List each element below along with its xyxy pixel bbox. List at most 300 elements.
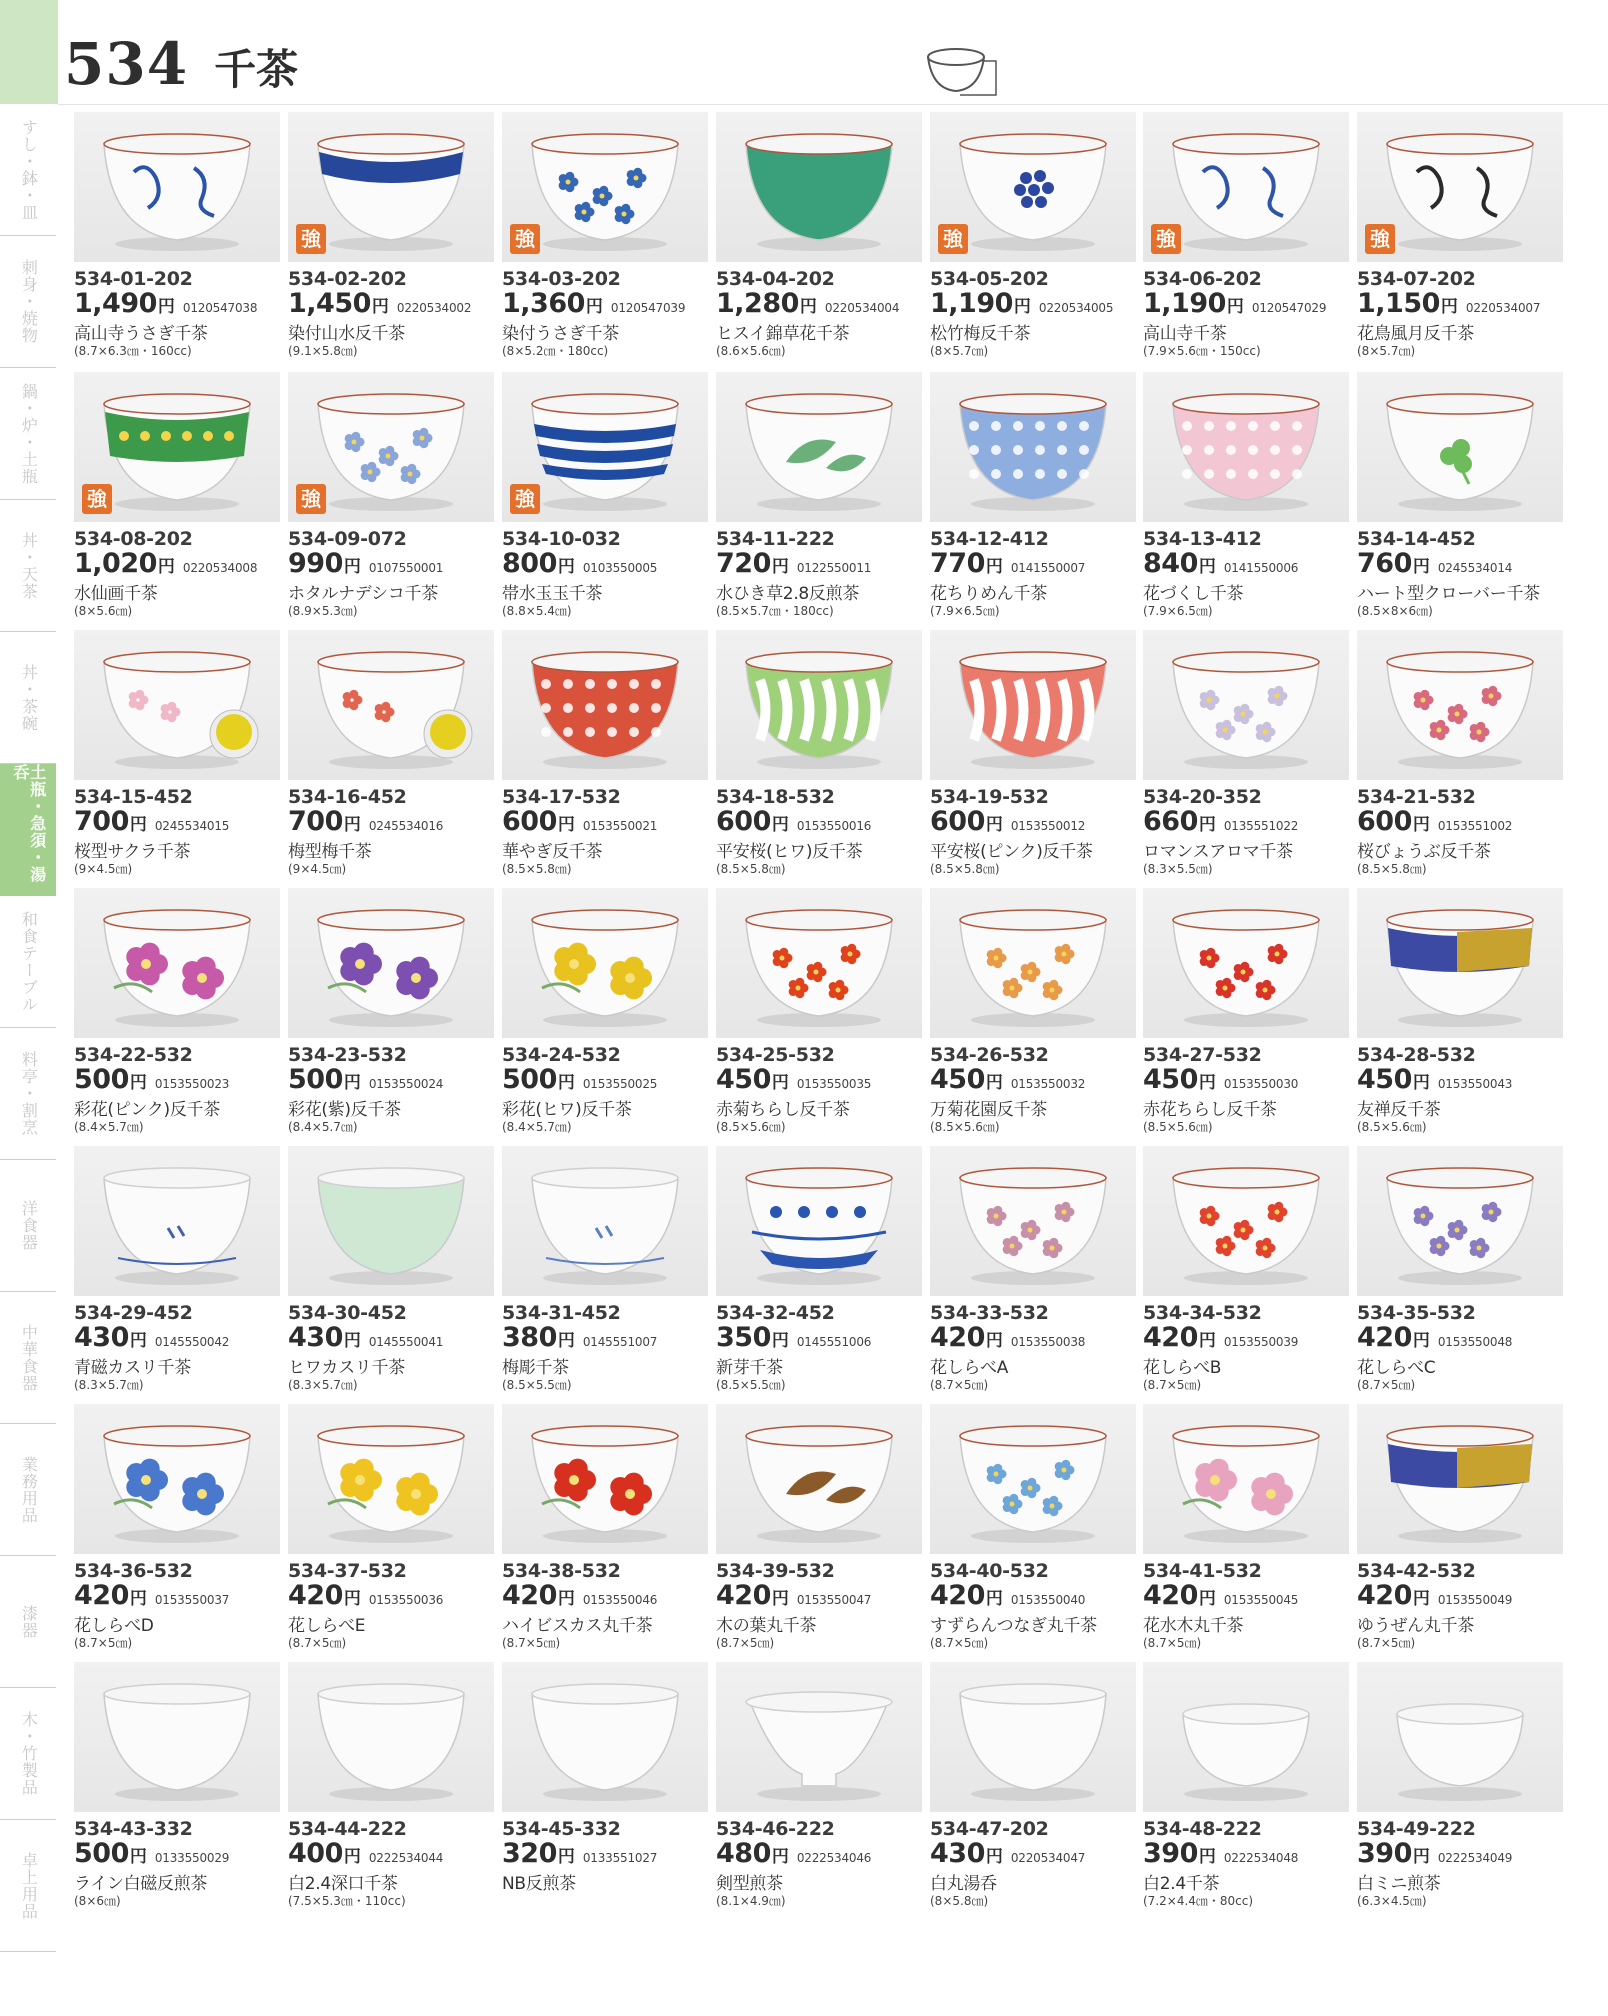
strong-badge: 強 bbox=[1365, 224, 1395, 254]
product-jan-code: 0153550043 bbox=[1437, 1077, 1513, 1091]
product-size: (8.7×5㎝) bbox=[502, 1636, 561, 1650]
product-card[interactable] bbox=[288, 1662, 494, 1912]
product-size: (8.7×6.3㎝・160cc) bbox=[74, 344, 192, 358]
product-jan-code: 0153550040 bbox=[1010, 1593, 1086, 1607]
product-name: 木の葉丸千茶 bbox=[716, 1616, 817, 1636]
product-card[interactable] bbox=[288, 1404, 494, 1654]
product-card[interactable] bbox=[716, 888, 922, 1138]
product-card[interactable] bbox=[1143, 888, 1349, 1138]
product-name: ロマンスアロマ千茶 bbox=[1143, 842, 1293, 862]
product-photo bbox=[502, 1404, 708, 1554]
product-size: (8.5×5.8㎝) bbox=[930, 862, 1000, 876]
product-photo bbox=[74, 112, 280, 262]
product-card[interactable] bbox=[1143, 372, 1349, 622]
product-jan-code: 0120547039 bbox=[610, 301, 686, 315]
product-price: 600 bbox=[930, 806, 985, 837]
teacup-illustration bbox=[1357, 630, 1563, 780]
product-card[interactable] bbox=[930, 372, 1136, 622]
sidebar-item-label: 刺身・焼物 bbox=[19, 259, 39, 344]
yen-unit: 円 bbox=[1013, 297, 1031, 317]
product-card[interactable] bbox=[288, 1146, 494, 1396]
price-row bbox=[1357, 806, 1512, 837]
product-photo bbox=[74, 630, 280, 780]
product-card[interactable] bbox=[74, 1404, 280, 1654]
product-jan-code: 0120547029 bbox=[1251, 301, 1327, 315]
price-row bbox=[502, 1838, 657, 1869]
product-price: 420 bbox=[930, 1580, 985, 1611]
product-photo bbox=[502, 1146, 708, 1296]
product-code: 534-22-532 bbox=[74, 1044, 193, 1066]
teacup-illustration bbox=[74, 1662, 280, 1812]
yen-unit: 円 bbox=[771, 1589, 789, 1609]
product-photo bbox=[930, 888, 1136, 1038]
product-size: (8.6×5.6㎝) bbox=[716, 344, 786, 358]
product-jan-code: 0103550005 bbox=[582, 561, 658, 575]
product-size: (8.7×5㎝) bbox=[74, 1636, 133, 1650]
product-name: 彩花(ヒワ)反千茶 bbox=[502, 1100, 632, 1120]
teacup-illustration bbox=[716, 888, 922, 1038]
product-photo bbox=[288, 888, 494, 1038]
product-code: 534-11-222 bbox=[716, 528, 835, 550]
product-card[interactable] bbox=[1357, 1146, 1563, 1396]
product-photo bbox=[716, 888, 922, 1038]
product-card[interactable] bbox=[288, 888, 494, 1138]
product-photo bbox=[1357, 1404, 1563, 1554]
yen-unit: 円 bbox=[1226, 297, 1244, 317]
product-card[interactable] bbox=[1143, 1404, 1349, 1654]
yen-unit: 円 bbox=[129, 1073, 147, 1093]
product-card[interactable] bbox=[502, 112, 708, 362]
product-price: 450 bbox=[1143, 1064, 1198, 1095]
product-photo bbox=[502, 1662, 708, 1812]
product-size: (8.7×5㎝) bbox=[930, 1636, 989, 1650]
sidebar-item-label: 漆器 bbox=[19, 1604, 39, 1639]
product-name: 梅彫千茶 bbox=[502, 1358, 569, 1378]
teacup-illustration bbox=[716, 112, 922, 262]
product-price: 660 bbox=[1143, 806, 1198, 837]
yen-unit: 円 bbox=[343, 1589, 361, 1609]
yen-unit: 円 bbox=[129, 815, 147, 835]
product-jan-code: 0153550030 bbox=[1223, 1077, 1299, 1091]
product-jan-code: 0220534004 bbox=[824, 301, 900, 315]
yen-unit: 円 bbox=[1198, 1589, 1216, 1609]
product-photo bbox=[502, 372, 708, 522]
yen-unit: 円 bbox=[343, 815, 361, 835]
product-card[interactable] bbox=[502, 1404, 708, 1654]
product-card[interactable] bbox=[74, 630, 280, 880]
product-card[interactable] bbox=[1357, 630, 1563, 880]
product-name: 白丸湯呑 bbox=[930, 1874, 997, 1894]
product-size: (9.1×5.8㎝) bbox=[288, 344, 358, 358]
teacup-illustration bbox=[930, 630, 1136, 780]
product-name: 高山寺千茶 bbox=[1143, 324, 1227, 344]
product-name: 友禅反千茶 bbox=[1357, 1100, 1441, 1120]
page-number: 534 bbox=[64, 30, 189, 98]
product-jan-code: 0133550029 bbox=[154, 1851, 230, 1865]
teacup-illustration bbox=[1357, 1146, 1563, 1296]
product-jan-code: 0145551006 bbox=[796, 1335, 872, 1349]
product-card[interactable] bbox=[74, 1662, 280, 1912]
product-size: (8.5×5.5㎝) bbox=[716, 1378, 786, 1392]
product-jan-code: 0220534005 bbox=[1038, 301, 1114, 315]
yen-unit: 円 bbox=[557, 1331, 575, 1351]
product-code: 534-06-202 bbox=[1143, 268, 1262, 290]
product-price: 1,190 bbox=[930, 288, 1013, 319]
teacup-illustration bbox=[716, 630, 922, 780]
price-row bbox=[930, 1064, 1085, 1095]
price-row bbox=[1143, 1064, 1298, 1095]
product-card[interactable] bbox=[74, 112, 280, 362]
teacup-illustration bbox=[930, 1404, 1136, 1554]
product-card[interactable] bbox=[1143, 1146, 1349, 1396]
price-row bbox=[502, 1322, 657, 1353]
product-card[interactable] bbox=[74, 1146, 280, 1396]
product-size: (8.8×5.4㎝) bbox=[502, 604, 572, 618]
product-size: (7.9×5.6㎝・150cc) bbox=[1143, 344, 1261, 358]
product-photo bbox=[1143, 112, 1349, 262]
product-code: 534-12-412 bbox=[930, 528, 1049, 550]
product-name: ハート型クローバー千茶 bbox=[1357, 584, 1540, 604]
product-photo bbox=[716, 1404, 922, 1554]
product-photo bbox=[74, 1146, 280, 1296]
product-code: 534-15-452 bbox=[74, 786, 193, 808]
product-name: 花しらべB bbox=[1143, 1358, 1222, 1378]
page-category: 千茶 bbox=[214, 45, 299, 94]
product-card[interactable] bbox=[716, 1404, 922, 1654]
product-card[interactable] bbox=[930, 1662, 1136, 1912]
product-name: 花しらべC bbox=[1357, 1358, 1436, 1378]
strong-badge: 強 bbox=[82, 484, 112, 514]
price-row bbox=[74, 806, 229, 837]
product-price: 600 bbox=[1357, 806, 1412, 837]
product-size: (8.3×5.7㎝) bbox=[74, 1378, 144, 1392]
teacup-illustration bbox=[288, 1404, 494, 1554]
product-photo bbox=[1143, 1662, 1349, 1812]
yen-unit: 円 bbox=[771, 557, 789, 577]
product-card[interactable] bbox=[930, 112, 1136, 362]
price-row bbox=[74, 1322, 229, 1353]
product-size: (8.5×5.6㎝) bbox=[1357, 1120, 1427, 1134]
product-price: 500 bbox=[74, 1064, 129, 1095]
product-card[interactable] bbox=[1357, 112, 1563, 362]
product-code: 534-21-532 bbox=[1357, 786, 1476, 808]
product-card[interactable] bbox=[1143, 112, 1349, 362]
price-row bbox=[288, 806, 443, 837]
product-size: (8.5×5.5㎝) bbox=[502, 1378, 572, 1392]
product-name: ホタルナデシコ千茶 bbox=[288, 584, 438, 604]
teacup-illustration bbox=[502, 630, 708, 780]
strong-badge: 強 bbox=[296, 484, 326, 514]
product-size: (8.7×5㎝) bbox=[930, 1378, 989, 1392]
product-price: 450 bbox=[930, 1064, 985, 1095]
product-name: 花しらべA bbox=[930, 1358, 1009, 1378]
product-size: (8.5×5.6㎝) bbox=[1143, 1120, 1213, 1134]
product-card[interactable] bbox=[502, 888, 708, 1138]
product-price: 420 bbox=[1143, 1580, 1198, 1611]
product-card[interactable] bbox=[1357, 1404, 1563, 1654]
yen-unit: 円 bbox=[771, 1073, 789, 1093]
product-jan-code: 0141550007 bbox=[1010, 561, 1086, 575]
product-code: 534-26-532 bbox=[930, 1044, 1049, 1066]
product-name: 彩花(ピンク)反千茶 bbox=[74, 1100, 220, 1120]
product-code: 534-25-532 bbox=[716, 1044, 835, 1066]
product-card[interactable] bbox=[502, 1662, 708, 1912]
product-price: 480 bbox=[716, 1838, 771, 1869]
price-row bbox=[74, 288, 257, 319]
yen-unit: 円 bbox=[985, 557, 1003, 577]
price-row bbox=[502, 1580, 657, 1611]
product-card[interactable] bbox=[288, 630, 494, 880]
product-name: ヒスイ錦草花千茶 bbox=[716, 324, 850, 344]
price-row bbox=[502, 806, 657, 837]
price-row bbox=[1357, 1322, 1512, 1353]
price-row bbox=[930, 1838, 1085, 1869]
product-card[interactable] bbox=[716, 372, 922, 622]
product-jan-code: 0153550037 bbox=[154, 1593, 230, 1607]
product-card[interactable] bbox=[1357, 888, 1563, 1138]
strong-badge: 強 bbox=[510, 224, 540, 254]
product-size: (8.4×5.7㎝) bbox=[74, 1120, 144, 1134]
product-jan-code: 0120547038 bbox=[182, 301, 258, 315]
yen-unit: 円 bbox=[799, 297, 817, 317]
teacup-illustration bbox=[1143, 1146, 1349, 1296]
sidebar-item-label: 業務用品 bbox=[19, 1455, 39, 1524]
product-size: (9×4.5㎝) bbox=[74, 862, 133, 876]
price-row bbox=[1357, 1580, 1512, 1611]
teacup-illustration bbox=[1357, 888, 1563, 1038]
yen-unit: 円 bbox=[771, 815, 789, 835]
product-card[interactable] bbox=[930, 630, 1136, 880]
product-photo bbox=[1143, 1404, 1349, 1554]
price-row bbox=[930, 548, 1085, 579]
product-card[interactable] bbox=[1143, 1662, 1349, 1912]
yen-unit: 円 bbox=[157, 557, 175, 577]
product-price: 380 bbox=[502, 1322, 557, 1353]
product-price: 720 bbox=[716, 548, 771, 579]
product-card[interactable] bbox=[1143, 630, 1349, 880]
product-code: 534-29-452 bbox=[74, 1302, 193, 1324]
product-price: 1,280 bbox=[716, 288, 799, 319]
product-code: 534-20-352 bbox=[1143, 786, 1262, 808]
product-price: 450 bbox=[716, 1064, 771, 1095]
product-size: (8.3×5.5㎝) bbox=[1143, 862, 1213, 876]
product-photo bbox=[288, 630, 494, 780]
yen-unit: 円 bbox=[985, 1331, 1003, 1351]
product-size: (8×6㎝) bbox=[74, 1894, 121, 1908]
product-name: 花水木丸千茶 bbox=[1143, 1616, 1244, 1636]
product-card[interactable] bbox=[502, 1146, 708, 1396]
yen-unit: 円 bbox=[557, 557, 575, 577]
product-name: すずらんつなぎ丸千茶 bbox=[930, 1616, 1097, 1636]
product-card[interactable] bbox=[288, 372, 494, 622]
teacup-illustration bbox=[930, 372, 1136, 522]
product-code: 534-16-452 bbox=[288, 786, 407, 808]
product-size: (7.9×6.5㎝) bbox=[1143, 604, 1213, 618]
teacup-illustration bbox=[74, 888, 280, 1038]
product-jan-code: 0245534016 bbox=[368, 819, 444, 833]
product-photo bbox=[1357, 630, 1563, 780]
product-card[interactable] bbox=[716, 1146, 922, 1396]
yen-unit: 円 bbox=[985, 1847, 1003, 1867]
product-price: 760 bbox=[1357, 548, 1412, 579]
yen-unit: 円 bbox=[771, 1847, 789, 1867]
product-code: 534-10-032 bbox=[502, 528, 621, 550]
product-code: 534-03-202 bbox=[502, 268, 621, 290]
product-jan-code: 0145551007 bbox=[582, 1335, 658, 1349]
product-size: (8.7×5㎝) bbox=[1143, 1636, 1202, 1650]
product-price: 1,450 bbox=[288, 288, 371, 319]
product-code: 534-43-332 bbox=[74, 1818, 193, 1840]
yen-unit: 円 bbox=[557, 1847, 575, 1867]
price-row bbox=[74, 548, 257, 579]
product-photo bbox=[1143, 1146, 1349, 1296]
price-row bbox=[74, 1580, 229, 1611]
teacup-illustration bbox=[716, 1404, 922, 1554]
product-photo bbox=[1143, 630, 1349, 780]
product-code: 534-09-072 bbox=[288, 528, 407, 550]
product-card[interactable] bbox=[716, 1662, 922, 1912]
product-photo bbox=[1143, 888, 1349, 1038]
product-jan-code: 0141550006 bbox=[1223, 561, 1299, 575]
price-row bbox=[1143, 548, 1298, 579]
price-row bbox=[74, 1064, 229, 1095]
product-name: 花しらべE bbox=[288, 1616, 366, 1636]
product-code: 534-24-532 bbox=[502, 1044, 621, 1066]
product-code: 534-33-532 bbox=[930, 1302, 1049, 1324]
teacup-illustration bbox=[74, 1146, 280, 1296]
yen-unit: 円 bbox=[129, 1589, 147, 1609]
product-jan-code: 0153550045 bbox=[1223, 1593, 1299, 1607]
product-size: (7.2×4.4㎝・80cc) bbox=[1143, 1894, 1254, 1908]
price-row bbox=[288, 1580, 443, 1611]
product-jan-code: 0153550021 bbox=[582, 819, 658, 833]
teacup-illustration bbox=[288, 1662, 494, 1812]
product-photo bbox=[930, 372, 1136, 522]
product-card[interactable] bbox=[930, 888, 1136, 1138]
product-jan-code: 0220534047 bbox=[1010, 1851, 1086, 1865]
product-jan-code: 0133551027 bbox=[582, 1851, 658, 1865]
product-price: 430 bbox=[930, 1838, 985, 1869]
product-code: 534-48-222 bbox=[1143, 1818, 1262, 1840]
yen-unit: 円 bbox=[129, 1847, 147, 1867]
product-size: (8.7×5㎝) bbox=[1357, 1636, 1416, 1650]
product-name: 水ひき草2.8反煎茶 bbox=[716, 584, 860, 604]
product-price: 420 bbox=[74, 1580, 129, 1611]
product-card[interactable] bbox=[74, 888, 280, 1138]
product-price: 500 bbox=[502, 1064, 557, 1095]
product-card[interactable] bbox=[930, 1146, 1136, 1396]
yen-unit: 円 bbox=[771, 1331, 789, 1351]
teacup-illustration bbox=[930, 1146, 1136, 1296]
teacup-illustration bbox=[716, 1146, 922, 1296]
product-card[interactable] bbox=[1357, 372, 1563, 622]
product-jan-code: 0220534007 bbox=[1465, 301, 1541, 315]
product-card[interactable] bbox=[1357, 1662, 1563, 1912]
yen-unit: 円 bbox=[1198, 1073, 1216, 1093]
product-size: (7.9×6.5㎝) bbox=[930, 604, 1000, 618]
product-code: 534-13-412 bbox=[1143, 528, 1262, 550]
product-name: ゆうぜん丸千茶 bbox=[1357, 1616, 1474, 1636]
price-row bbox=[716, 806, 871, 837]
product-name: 彩花(紫)反千茶 bbox=[288, 1100, 401, 1120]
yen-unit: 円 bbox=[557, 815, 575, 835]
teacup-illustration bbox=[288, 1146, 494, 1296]
product-name: 梅型梅千茶 bbox=[288, 842, 372, 862]
teacup-illustration bbox=[74, 630, 280, 780]
product-name: 花鳥風月反千茶 bbox=[1357, 324, 1474, 344]
product-size: (8.9×5.3㎝) bbox=[288, 604, 358, 618]
yen-unit: 円 bbox=[1412, 1589, 1430, 1609]
product-card[interactable] bbox=[716, 112, 922, 362]
price-row bbox=[288, 548, 443, 579]
product-price: 500 bbox=[288, 1064, 343, 1095]
product-name: 青磁カスリ千茶 bbox=[74, 1358, 191, 1378]
product-price: 420 bbox=[1143, 1322, 1198, 1353]
product-code: 534-41-532 bbox=[1143, 1560, 1262, 1582]
yen-unit: 円 bbox=[1198, 557, 1216, 577]
product-name: 平安桜(ピンク)反千茶 bbox=[930, 842, 1093, 862]
product-photo bbox=[74, 888, 280, 1038]
product-photo bbox=[930, 112, 1136, 262]
product-card[interactable] bbox=[716, 630, 922, 880]
product-photo bbox=[74, 1404, 280, 1554]
product-photo bbox=[74, 1662, 280, 1812]
product-price: 390 bbox=[1143, 1838, 1198, 1869]
product-jan-code: 0220534008 bbox=[182, 561, 258, 575]
product-card[interactable] bbox=[502, 630, 708, 880]
product-photo bbox=[288, 372, 494, 522]
product-price: 420 bbox=[502, 1580, 557, 1611]
product-photo bbox=[716, 630, 922, 780]
product-jan-code: 0245534014 bbox=[1437, 561, 1513, 575]
product-name: 水仙画千茶 bbox=[74, 584, 158, 604]
product-name: 赤花ちらし反千茶 bbox=[1143, 1100, 1277, 1120]
product-jan-code: 0153550048 bbox=[1437, 1335, 1513, 1349]
price-row bbox=[288, 288, 471, 319]
product-jan-code: 0153550038 bbox=[1010, 1335, 1086, 1349]
product-photo bbox=[930, 1146, 1136, 1296]
product-card[interactable] bbox=[74, 372, 280, 622]
product-size: (8.3×5.7㎝) bbox=[288, 1378, 358, 1392]
product-name: 花づくし千茶 bbox=[1143, 584, 1244, 604]
price-row bbox=[716, 1838, 871, 1869]
product-card[interactable] bbox=[930, 1404, 1136, 1654]
product-price: 400 bbox=[288, 1838, 343, 1869]
product-price: 420 bbox=[1357, 1580, 1412, 1611]
product-size: (8×5.6㎝) bbox=[74, 604, 133, 618]
product-jan-code: 0153550046 bbox=[582, 1593, 658, 1607]
yen-unit: 円 bbox=[371, 297, 389, 317]
product-jan-code: 0222534046 bbox=[796, 1851, 872, 1865]
product-photo bbox=[502, 888, 708, 1038]
product-card[interactable] bbox=[288, 112, 494, 362]
product-name: 帯水玉玉千茶 bbox=[502, 584, 603, 604]
product-jan-code: 0153551002 bbox=[1437, 819, 1513, 833]
price-row bbox=[1143, 1322, 1298, 1353]
yen-unit: 円 bbox=[985, 1589, 1003, 1609]
product-photo bbox=[716, 1146, 922, 1296]
product-photo bbox=[1357, 888, 1563, 1038]
teacup-illustration bbox=[502, 1146, 708, 1296]
product-name: 白2.4深口千茶 bbox=[288, 1874, 398, 1894]
price-row bbox=[1357, 548, 1512, 579]
yen-unit: 円 bbox=[1440, 297, 1458, 317]
product-card[interactable] bbox=[502, 372, 708, 622]
product-size: (9×4.5㎝) bbox=[288, 862, 347, 876]
product-price: 700 bbox=[288, 806, 343, 837]
strong-badge: 強 bbox=[510, 484, 540, 514]
product-size: (8.5×5.6㎝) bbox=[716, 1120, 786, 1134]
